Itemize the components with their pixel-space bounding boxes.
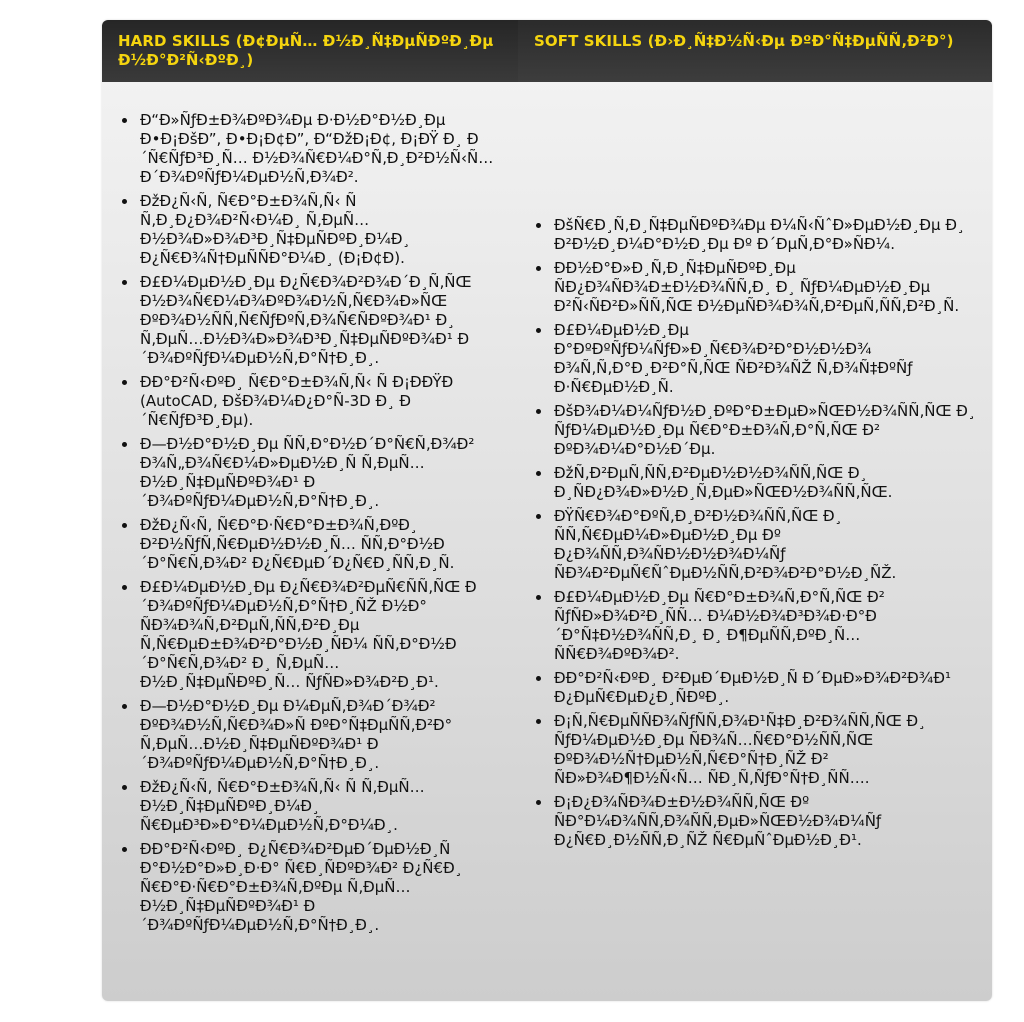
list-item: • Ð¡Ð¿Ð¾ÑÐ¾Ð±Ð½Ð¾ÑÑ‚ÑŒ Ðº ÑÐ°Ð¼Ð¾ÑÑ‚Ð¾ÑÑ‚ÐµÐ»ÑŒÐ½Ð¾Ð¼Ñƒ Ð¿Ñ€Ð¸Ð½ÑÑ‚Ð¸ÑŽ Ñ€ÐµÑˆÐµÐ½Ð¸Ð¹.: [552, 793, 978, 850]
list-item: • Ð£Ð¼ÐµÐ½Ð¸Ðµ Ð°ÐºÐºÑƒÐ¼ÑƒÐ»Ð¸Ñ€Ð¾Ð²Ð°Ð½Ð½Ð¾ Ð¾Ñ‚Ñ‚Ð°Ð¸Ð²Ð°Ñ‚ÑŒ ÑÐ²Ð¾ÑŽ Ñ‚Ð¾Ñ‡ÐºÑƒ Ð·Ñ€ÐµÐ½Ð¸Ñ.: [552, 321, 978, 397]
soft-skills-list: [518, 216, 992, 850]
hard-skills-header: HARD SKILLS (Ð¢ÐµÑ… Ð½Ð¸Ñ‡ÐµÑÐºÐ¸Ðµ Ð½Ð°Ð²Ñ‹ÐºÐ¸): [102, 20, 518, 82]
list-item: • ÐžÐ¿Ñ‹Ñ‚ Ñ€Ð°Ð±Ð¾Ñ‚Ñ‹ Ñ Ñ‚Ð¸Ð¿Ð¾Ð²Ñ‹Ð¼Ð¸ Ñ‚ÐµÑ…Ð½Ð¾Ð»Ð¾Ð³Ð¸Ñ‡ÐµÑÐºÐ¸Ð¼Ð¸ Ð¿Ñ€Ð¾Ñ†ÐµÑÑÐ°Ð¼Ð¸ (Ð¡Ð¢Ð).: [138, 192, 496, 268]
table-body-row: [102, 82, 992, 940]
list-item: • ÐÐ½Ð°Ð»Ð¸Ñ‚Ð¸Ñ‡ÐµÑÐºÐ¸Ðµ ÑÐ¿Ð¾ÑÐ¾Ð±Ð½Ð¾ÑÑ‚Ð¸ Ð¸ ÑƒÐ¼ÐµÐ½Ð¸Ðµ Ð²Ñ‹ÑÐ²Ð»ÑÑ‚ÑŒ Ð½ÐµÑÐ¾Ð¾Ñ‚Ð²ÐµÑ‚ÑÑ‚Ð²Ð¸Ñ.: [552, 259, 978, 316]
list-item: • ÐžÐ¿Ñ‹Ñ‚ Ñ€Ð°Ð·Ñ€Ð°Ð±Ð¾Ñ‚ÐºÐ¸ Ð²Ð½ÑƒÑ‚Ñ€ÐµÐ½Ð½Ð¸Ñ… ÑÑ‚Ð°Ð½Ð´Ð°Ñ€Ñ‚Ð¾Ð² Ð¿Ñ€ÐµÐ´Ð¿Ñ€Ð¸ÑÑ‚Ð¸Ñ.: [138, 516, 496, 573]
list-item: • Ð£Ð¼ÐµÐ½Ð¸Ðµ Ð¿Ñ€Ð¾Ð²ÐµÑ€ÑÑ‚ÑŒ Ð´Ð¾ÐºÑƒÐ¼ÐµÐ½Ñ‚Ð°Ñ†Ð¸ÑŽ Ð½Ð° ÑÐ¾Ð¾Ñ‚Ð²ÐµÑ‚ÑÑ‚Ð²Ð¸Ðµ Ñ‚Ñ€ÐµÐ±Ð¾Ð²Ð°Ð½Ð¸ÑÐ¼ ÑÑ‚Ð°Ð½Ð´Ð°Ñ€Ñ‚Ð¾Ð² Ð¸ Ñ‚ÐµÑ… Ð½Ð¸Ñ‡ÐµÑÐºÐ¸Ñ… ÑƒÑÐ»Ð¾Ð²Ð¸Ð¹.: [138, 578, 496, 692]
list-item: • Ð—Ð½Ð°Ð½Ð¸Ðµ ÑÑ‚Ð°Ð½Ð´Ð°Ñ€Ñ‚Ð¾Ð² Ð¾Ñ„Ð¾Ñ€Ð¼Ð»ÐµÐ½Ð¸Ñ Ñ‚ÐµÑ… Ð½Ð¸Ñ‡ÐµÑÐºÐ¾Ð¹ Ð´Ð¾ÐºÑƒÐ¼ÐµÐ½Ñ‚Ð°Ñ†Ð¸Ð¸.: [138, 435, 496, 511]
list-item: • ÐÐ°Ð²Ñ‹ÐºÐ¸ Ð²ÐµÐ´ÐµÐ½Ð¸Ñ Ð´ÐµÐ»Ð¾Ð²Ð¾Ð¹ Ð¿ÐµÑ€ÐµÐ¿Ð¸ÑÐºÐ¸.: [552, 669, 978, 707]
list-item: • ÐÐ°Ð²Ñ‹ÐºÐ¸ Ð¿Ñ€Ð¾Ð²ÐµÐ´ÐµÐ½Ð¸Ñ Ð°Ð½Ð°Ð»Ð¸Ð·Ð° Ñ€Ð¸ÑÐºÐ¾Ð² Ð¿Ñ€Ð¸ Ñ€Ð°Ð·Ñ€Ð°Ð±Ð¾Ñ‚ÐºÐµ Ñ‚ÐµÑ… Ð½Ð¸Ñ‡ÐµÑÐºÐ¾Ð¹ Ð´Ð¾ÐºÑƒÐ¼ÐµÐ½Ñ‚Ð°Ñ†Ð¸Ð¸.: [138, 840, 496, 935]
list-item: • Ð—Ð½Ð°Ð½Ð¸Ðµ Ð¼ÐµÑ‚Ð¾Ð´Ð¾Ð² ÐºÐ¾Ð½Ñ‚Ñ€Ð¾Ð»Ñ ÐºÐ°Ñ‡ÐµÑÑ‚Ð²Ð° Ñ‚ÐµÑ…Ð½Ð¸Ñ‡ÐµÑÐºÐ¾Ð¹ Ð´Ð¾ÐºÑƒÐ¼ÐµÐ½Ñ‚Ð°Ñ†Ð¸Ð¸.: [138, 697, 496, 773]
skills-table: [102, 20, 992, 1001]
list-item: • Ð“Ð»ÑƒÐ±Ð¾ÐºÐ¾Ðµ Ð·Ð½Ð°Ð½Ð¸Ðµ Ð•Ð¡ÐšÐ”, Ð•Ð¡Ð¢Ð”, Ð“ÐžÐ¡Ð¢, Ð¡ÐŸ Ð¸ Ð´Ñ€ÑƒÐ³Ð¸Ñ… Ð½Ð¾Ñ€Ð¼Ð°Ñ‚Ð¸Ð²Ð½Ñ‹Ñ… Ð´Ð¾ÐºÑƒÐ¼ÐµÐ½Ñ‚Ð¾Ð².: [138, 111, 496, 187]
list-item: • Ð¡Ñ‚Ñ€ÐµÑÑÐ¾ÑƒÑÑ‚Ð¾Ð¹Ñ‡Ð¸Ð²Ð¾ÑÑ‚ÑŒ Ð¸ ÑƒÐ¼ÐµÐ½Ð¸Ðµ ÑÐ¾Ñ…Ñ€Ð°Ð½ÑÑ‚ÑŒ ÐºÐ¾Ð½Ñ†ÐµÐ½Ñ‚Ñ€Ð°Ñ†Ð¸ÑŽ Ð² ÑÐ»Ð¾Ð¶Ð½Ñ‹Ñ… ÑÐ¸Ñ‚ÑƒÐ°Ñ†Ð¸ÑÑ….: [552, 712, 978, 788]
list-item: • ÐžÑ‚Ð²ÐµÑ‚ÑÑ‚Ð²ÐµÐ½Ð½Ð¾ÑÑ‚ÑŒ Ð¸ Ð¸ÑÐ¿Ð¾Ð»Ð½Ð¸Ñ‚ÐµÐ»ÑŒÐ½Ð¾ÑÑ‚ÑŒ.: [552, 464, 978, 502]
table-header-row: [102, 20, 992, 82]
hard-skills-list: [102, 111, 518, 935]
soft-skills-header: SOFT SKILLS (Ð›Ð¸Ñ‡Ð½Ñ‹Ðµ ÐºÐ°Ñ‡ÐµÑÑ‚Ð²Ð°): [518, 20, 992, 82]
soft-skills-column: [518, 82, 992, 940]
list-item: • Ð£Ð¼ÐµÐ½Ð¸Ðµ Ð¿Ñ€Ð¾Ð²Ð¾Ð´Ð¸Ñ‚ÑŒ Ð½Ð¾Ñ€Ð¼Ð¾ÐºÐ¾Ð½Ñ‚Ñ€Ð¾Ð»ÑŒ ÐºÐ¾Ð½ÑÑ‚Ñ€ÑƒÐºÑ‚Ð¾Ñ€ÑÐºÐ¾Ð¹ Ð¸ Ñ‚ÐµÑ…Ð½Ð¾Ð»Ð¾Ð³Ð¸Ñ‡ÐµÑÐºÐ¾Ð¹ Ð´Ð¾ÐºÑƒÐ¼ÐµÐ½Ñ‚Ð°Ñ†Ð¸Ð¸.: [138, 273, 496, 368]
list-item: • ÐžÐ¿Ñ‹Ñ‚ Ñ€Ð°Ð±Ð¾Ñ‚Ñ‹ Ñ Ñ‚ÐµÑ… Ð½Ð¸Ñ‡ÐµÑÐºÐ¸Ð¼Ð¸ Ñ€ÐµÐ³Ð»Ð°Ð¼ÐµÐ½Ñ‚Ð°Ð¼Ð¸.: [138, 778, 496, 835]
list-item: • ÐšÐ¾Ð¼Ð¼ÑƒÐ½Ð¸ÐºÐ°Ð±ÐµÐ»ÑŒÐ½Ð¾ÑÑ‚ÑŒ Ð¸ ÑƒÐ¼ÐµÐ½Ð¸Ðµ Ñ€Ð°Ð±Ð¾Ñ‚Ð°Ñ‚ÑŒ Ð² ÐºÐ¾Ð¼Ð°Ð½Ð´Ðµ.: [552, 402, 978, 459]
list-item: • ÐšÑ€Ð¸Ñ‚Ð¸Ñ‡ÐµÑÐºÐ¾Ðµ Ð¼Ñ‹ÑˆÐ»ÐµÐ½Ð¸Ðµ Ð¸ Ð²Ð½Ð¸Ð¼Ð°Ð½Ð¸Ðµ Ðº Ð´ÐµÑ‚Ð°Ð»ÑÐ¼.: [552, 216, 978, 254]
hard-skills-column: [102, 82, 518, 940]
list-item: • ÐÐ°Ð²Ñ‹ÐºÐ¸ Ñ€Ð°Ð±Ð¾Ñ‚Ñ‹ Ñ Ð¡ÐÐŸÐ (AutoCAD, ÐšÐ¾Ð¼Ð¿Ð°Ñ-3D Ð¸ Ð´Ñ€ÑƒÐ³Ð¸Ðµ).: [138, 373, 496, 430]
list-item: • Ð£Ð¼ÐµÐ½Ð¸Ðµ Ñ€Ð°Ð±Ð¾Ñ‚Ð°Ñ‚ÑŒ Ð² ÑƒÑÐ»Ð¾Ð²Ð¸ÑÑ… Ð¼Ð½Ð¾Ð³Ð¾Ð·Ð°Ð´Ð°Ñ‡Ð½Ð¾ÑÑ‚Ð¸ Ð¸ Ð¶ÐµÑÑ‚ÐºÐ¸Ñ… ÑÑ€Ð¾ÐºÐ¾Ð².: [552, 588, 978, 664]
list-item: • ÐŸÑ€Ð¾Ð°ÐºÑ‚Ð¸Ð²Ð½Ð¾ÑÑ‚ÑŒ Ð¸ ÑÑ‚Ñ€ÐµÐ¼Ð»ÐµÐ½Ð¸Ðµ Ðº Ð¿Ð¾ÑÑ‚Ð¾ÑÐ½Ð½Ð¾Ð¼Ñƒ ÑÐ¾Ð²ÐµÑ€ÑˆÐµÐ½ÑÑ‚Ð²Ð¾Ð²Ð°Ð½Ð¸ÑŽ.: [552, 507, 978, 583]
